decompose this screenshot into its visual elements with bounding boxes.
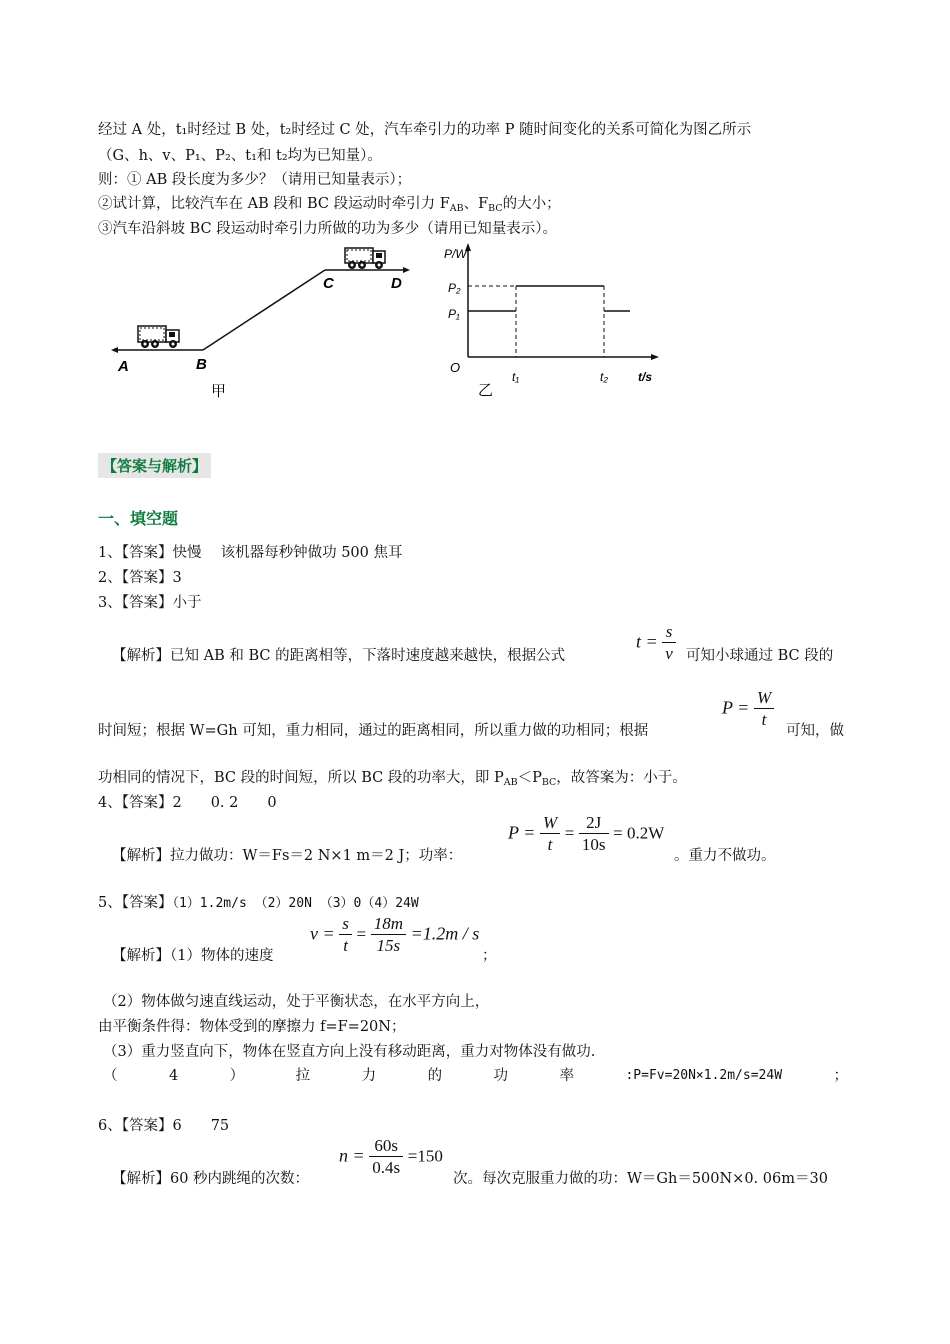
p2-label: P₂ — [448, 281, 461, 295]
question-line-5: ③汽车沿斜坡 BC 段运动时牵引力所做的功为多少（请用已知量表示）。 — [98, 221, 557, 237]
answer-4-explanation-end: 。重力不做功。 — [674, 848, 776, 864]
fraction — [540, 813, 560, 856]
fraction-denominator: t — [547, 835, 553, 854]
subscript-bc: BC — [541, 777, 557, 788]
origin-label: O — [450, 360, 461, 375]
answer-6-explanation: 【解析】60 秒内跳绳的次数： — [112, 1171, 310, 1187]
justified-word: ） — [229, 1068, 245, 1084]
figure-a-slope-diagram — [110, 240, 420, 405]
fraction-numerator: 60s — [369, 1136, 403, 1157]
question-line-4 — [98, 194, 561, 219]
fraction-numerator: s — [339, 914, 352, 935]
answer-4: 4、【答案】2 0. 2 0 — [98, 795, 277, 811]
figure-a-caption: 甲 — [211, 383, 227, 400]
answer-3-explanation-1-end: 可知小球通过 BC 段的 — [686, 648, 834, 664]
answer-6-explanation-end: 次。每次克服重力做的功：W＝Gh＝500N×0. 06m＝30 — [453, 1171, 828, 1187]
answer-3-explanation-2-end: 可知，做 — [786, 723, 844, 739]
answer-5-explanation-end: ； — [482, 948, 497, 964]
formula-t-equals-s-over-v — [636, 622, 676, 665]
formula-jump-count — [339, 1136, 443, 1179]
answer-6: 6、【答案】6 75 — [98, 1118, 230, 1134]
fraction-denominator: 10s — [581, 835, 606, 854]
formula-lhs: t = — [636, 631, 658, 652]
x-axis-label: t/s — [638, 370, 653, 384]
y-axis-label: P/W — [444, 247, 467, 261]
t2-label: t₂ — [600, 370, 608, 384]
answer-5-line-4: （3）重力竖直向下，物体在竖直方向上没有移动距离，重力对物体没有做功. — [103, 1044, 596, 1060]
p1-label: P₁ — [448, 307, 460, 321]
question-line-3: 则：① AB 段长度为多少？（请用已知量表示）； — [98, 172, 412, 188]
equals-sign: = — [356, 924, 367, 944]
justified-word: 功 — [493, 1068, 509, 1084]
answer-5-label: 5、【答案】 — [98, 895, 173, 911]
answer-3: 3、【答案】小于 — [98, 595, 202, 611]
fraction-numerator: W — [540, 813, 560, 834]
answer-2: 2、【答案】3 — [98, 570, 182, 586]
label-c: C — [323, 275, 334, 292]
formula-lhs: P = — [508, 822, 536, 843]
justified-word: 率 — [559, 1068, 575, 1084]
fraction — [371, 914, 406, 957]
slope-bc — [203, 270, 325, 350]
answer-5-values: （1）1.2m/s （2）20N （3）0（4）24W — [172, 896, 419, 911]
formula-lhs: v = — [310, 923, 335, 944]
label-a: A — [118, 358, 129, 375]
t1-label: t₁ — [512, 370, 520, 384]
x-axis-arrow-icon — [651, 354, 659, 360]
answer-5-explanation: 【解析】（1）物体的速度 — [112, 948, 274, 964]
question-line-4-end: 的大小； — [502, 196, 561, 212]
fraction-denominator: t — [343, 936, 348, 955]
label-b: B — [196, 356, 207, 373]
fraction — [339, 914, 352, 957]
fraction-numerator: s — [662, 622, 676, 643]
justified-word: 力 — [361, 1068, 377, 1084]
fraction — [754, 688, 774, 731]
question-line-2: （G、h、v、P₁、P₂、t₁和 t₂均为已知量）。 — [98, 148, 382, 164]
justified-word: 的 — [427, 1068, 443, 1084]
arrow-left-icon — [111, 347, 118, 353]
answer-3-explanation-1: 【解析】已知 AB 和 BC 的距离相等，下落时速度越来越快，根据公式 — [112, 648, 566, 664]
formula-result: = 0.2W — [613, 823, 665, 843]
formula-p-equals-w-over-t — [722, 688, 774, 731]
question-line-1: 经过 A 处，t₁时经过 B 处，t₂时经过 C 处，汽车牵引力的功率 P 随时间变化的关系可简化为图乙所示 — [98, 122, 752, 138]
answer-5-line-5 — [103, 1066, 848, 1086]
answer-5 — [98, 893, 419, 914]
explanation-text: ＜P — [517, 770, 542, 786]
justified-word: （ — [103, 1068, 118, 1084]
formula-power-calc — [508, 813, 664, 856]
formula-result: =1.2m / s — [410, 923, 480, 944]
justified-word: 4 — [168, 1068, 179, 1084]
explanation-text: 功相同的情况下，BC 段的时间短，所以 BC 段的功率大，即 P — [98, 770, 504, 786]
fraction-numerator: W — [754, 688, 774, 709]
subscript-ab: AB — [449, 203, 464, 214]
question-line-4-sep: 、F — [463, 196, 489, 212]
truck-icon — [345, 248, 385, 269]
question-line-4-text: ②试计算，比较汽车在 AB 段和 BC 段运动时牵引力 F — [98, 196, 450, 212]
fraction-numerator: 2J — [579, 813, 609, 834]
fraction — [579, 813, 609, 856]
answer-5-line-3: 由平衡条件得：物体受到的摩擦力 f=F=20N； — [98, 1019, 406, 1035]
truck-icon — [138, 326, 179, 348]
label-d: D — [391, 275, 402, 292]
formula-velocity-calc — [310, 914, 479, 957]
formula-lhs: n = — [339, 1145, 365, 1166]
fraction — [662, 622, 676, 665]
answer-header: 【答案与解析】 — [98, 453, 211, 478]
justified-word: ； — [833, 1068, 848, 1084]
section-title: 一、填空题 — [98, 509, 179, 528]
formula-result: =150 — [407, 1146, 443, 1166]
figure-b-caption: 乙 — [478, 382, 494, 399]
fraction — [369, 1136, 403, 1179]
subscript-ab: AB — [503, 777, 518, 788]
answer-5-line-2: （2）物体做匀速直线运动，处于平衡状态，在水平方向上， — [103, 994, 490, 1010]
arrow-right-icon — [403, 267, 410, 273]
answer-4-explanation: 【解析】拉力做功：W＝Fs＝2 N×1 m＝2 J；功率： — [112, 848, 463, 864]
figure-b-power-time-graph — [438, 240, 668, 405]
formula-lhs: P = — [722, 697, 750, 718]
fraction-denominator: v — [665, 644, 673, 663]
justified-word: 拉 — [295, 1068, 311, 1084]
fraction-denominator: 15s — [376, 936, 401, 955]
answer-1: 1、【答案】快慢 该机器每秒钟做功 500 焦耳 — [98, 545, 403, 561]
subscript-bc: BC — [488, 203, 503, 214]
explanation-text: ，故答案为：小于。 — [556, 770, 687, 786]
justified-word: :P=Fv=20N×1.2m/s=24W — [625, 1068, 783, 1083]
answer-3-explanation-3 — [98, 768, 687, 793]
fraction-denominator: t — [761, 710, 767, 729]
fraction-denominator: 0.4s — [372, 1158, 401, 1177]
answer-3-explanation-2: 时间短；根据 W=Gh 可知，重力相同，通过的距离相同，所以重力做的功相同；根据 — [98, 723, 649, 739]
fraction-numerator: 18m — [371, 914, 406, 935]
equals-sign: = — [564, 823, 575, 843]
